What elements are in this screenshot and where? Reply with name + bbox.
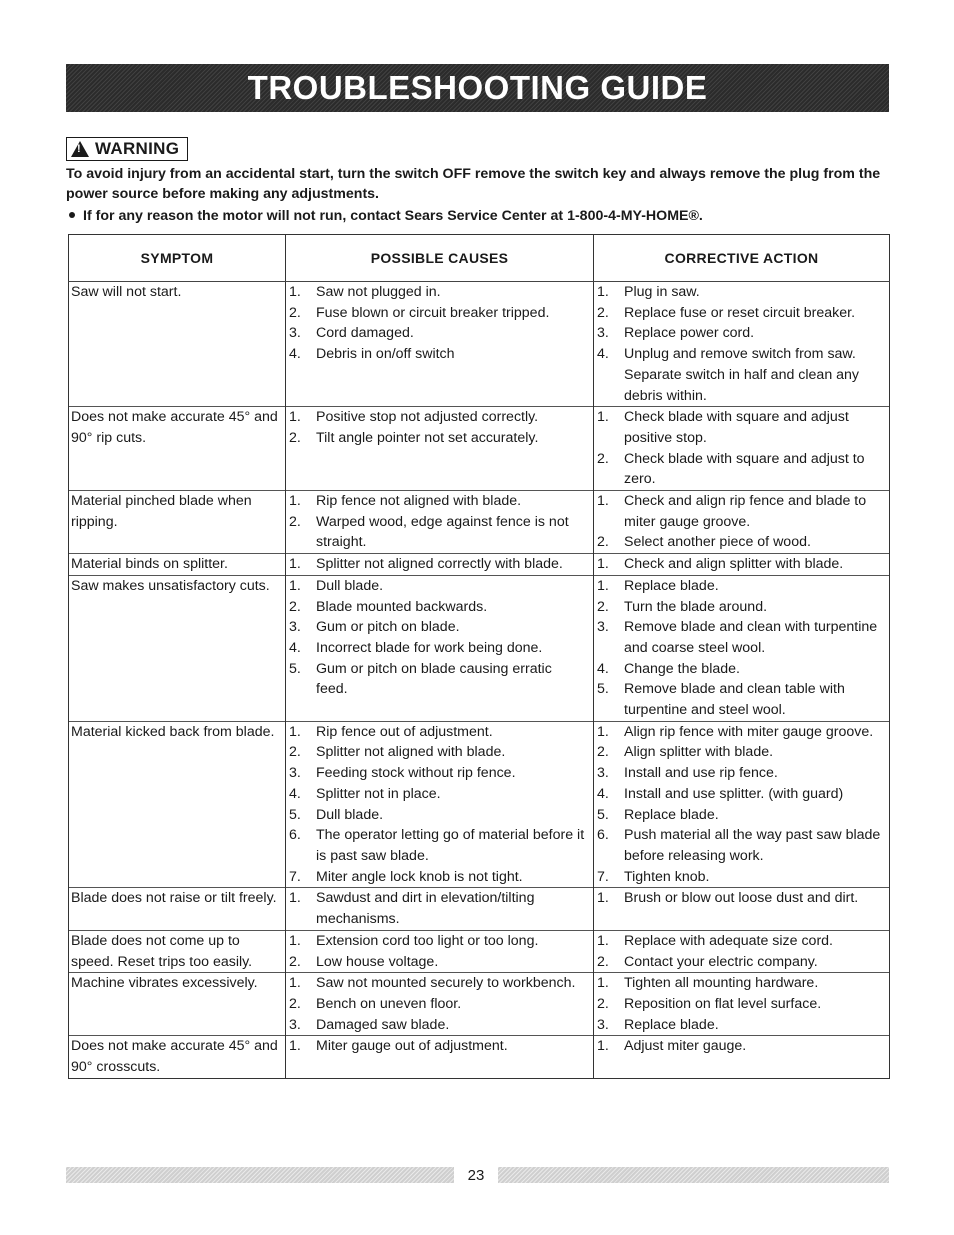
symptom-cell: Material binds on splitter. bbox=[69, 554, 286, 576]
actions-cell bbox=[594, 554, 890, 576]
action-number: 2. bbox=[597, 953, 609, 970]
action-item bbox=[596, 867, 887, 888]
cause-number: 1. bbox=[289, 493, 301, 510]
cause-number: 1. bbox=[289, 1038, 301, 1055]
symptom-cell: Saw will not start. bbox=[69, 282, 286, 407]
cause-item bbox=[288, 576, 591, 597]
action-text: Change the blade. bbox=[624, 660, 740, 677]
symptom-cell: Saw makes unsatisfactory cuts. bbox=[69, 575, 286, 721]
cause-text: Cord damaged. bbox=[316, 325, 414, 342]
action-item bbox=[596, 449, 887, 490]
action-item bbox=[596, 931, 887, 952]
cause-item bbox=[288, 994, 591, 1015]
action-text: Plug in saw. bbox=[624, 284, 700, 300]
cause-item bbox=[288, 888, 591, 929]
cause-number: 1. bbox=[289, 975, 301, 992]
cause-item bbox=[288, 867, 591, 888]
symptom-cell: Material pinched blade when ripping. bbox=[69, 491, 286, 554]
cause-list bbox=[288, 554, 591, 575]
action-list bbox=[596, 491, 887, 553]
cause-text: Bench on uneven floor. bbox=[316, 995, 462, 1012]
action-number: 1. bbox=[597, 932, 609, 949]
action-item bbox=[596, 532, 887, 553]
action-text: Replace with adequate size cord. bbox=[624, 932, 833, 949]
actions-cell bbox=[594, 973, 890, 1036]
cause-number: 4. bbox=[289, 346, 301, 363]
action-item bbox=[596, 407, 887, 448]
cause-item bbox=[288, 512, 591, 553]
cause-number: 2. bbox=[289, 744, 301, 761]
cause-number: 1. bbox=[289, 932, 301, 949]
cause-list bbox=[288, 722, 591, 888]
cause-item bbox=[288, 491, 591, 512]
cause-list bbox=[288, 931, 591, 972]
action-number: 1. bbox=[597, 890, 609, 907]
warning-triangle-icon bbox=[71, 141, 89, 157]
action-text: Check blade with square and adjust to zero. bbox=[624, 450, 865, 488]
causes-cell bbox=[286, 973, 594, 1036]
action-text: Unplug and remove switch from saw. Separate switch in half and clean any debris within. bbox=[624, 346, 860, 404]
cause-item bbox=[288, 617, 591, 638]
action-number: 4. bbox=[597, 660, 609, 677]
cause-text: Dull blade. bbox=[316, 577, 384, 594]
footer-bar-right bbox=[498, 1167, 889, 1183]
cause-number: 5. bbox=[289, 806, 301, 823]
action-text: Check and align rip fence and blade to miter gauge groove. bbox=[624, 493, 867, 530]
action-text: Push material all the way past saw blade before releasing work. bbox=[624, 827, 881, 864]
cause-item bbox=[288, 282, 591, 303]
action-text: Check blade with square and adjust positive stop. bbox=[624, 409, 849, 446]
action-text: Brush or blow out loose dust and dirt. bbox=[624, 890, 859, 907]
action-list bbox=[596, 282, 887, 406]
action-item bbox=[596, 1015, 887, 1036]
action-number: 3. bbox=[597, 1016, 609, 1033]
action-item bbox=[596, 888, 887, 909]
cause-text: Fuse blown or circuit breaker tripped. bbox=[316, 304, 550, 321]
cause-text: Saw not plugged in. bbox=[316, 284, 441, 300]
cause-text: The operator letting go of material before it is past saw blade. bbox=[316, 827, 585, 864]
cause-number: 1. bbox=[289, 284, 301, 300]
cause-item bbox=[288, 722, 591, 743]
action-item bbox=[596, 742, 887, 763]
action-number: 2. bbox=[597, 534, 609, 551]
action-item bbox=[596, 825, 887, 866]
actions-cell bbox=[594, 407, 890, 491]
action-list bbox=[596, 554, 887, 575]
action-item bbox=[596, 554, 887, 575]
action-item bbox=[596, 659, 887, 680]
cause-text: Tilt angle pointer not set accurately. bbox=[316, 429, 539, 446]
action-item bbox=[596, 303, 887, 324]
cause-text: Rip fence out of adjustment. bbox=[316, 723, 493, 740]
action-number: 2. bbox=[597, 450, 609, 467]
symptom-cell: Blade does not come up to speed. Reset trips too easily. bbox=[69, 930, 286, 972]
action-item bbox=[596, 763, 887, 784]
cause-number: 7. bbox=[289, 868, 301, 885]
action-text: Replace power cord. bbox=[624, 325, 755, 342]
cause-text: Splitter not aligned correctly with blade. bbox=[316, 556, 563, 573]
cause-number: 3. bbox=[289, 325, 301, 342]
action-number: 5. bbox=[597, 681, 609, 698]
cause-list bbox=[288, 491, 591, 553]
actions-cell bbox=[594, 888, 890, 930]
cause-number: 2. bbox=[289, 429, 301, 446]
cause-item bbox=[288, 763, 591, 784]
table-row bbox=[69, 888, 890, 930]
action-item bbox=[596, 617, 887, 658]
cause-list bbox=[288, 888, 591, 929]
cause-number: 6. bbox=[289, 827, 301, 844]
cause-text: Sawdust and dirt in elevation/tilting mechanisms. bbox=[316, 890, 535, 928]
causes-cell bbox=[286, 721, 594, 888]
table-row bbox=[69, 721, 890, 888]
service-notice bbox=[66, 206, 886, 226]
cause-item bbox=[288, 303, 591, 324]
service-notice-text: If for any reason the motor will not run, contact Sears Service Center at 1-800-4-MY-HOME®. bbox=[83, 208, 703, 224]
action-text: Align rip fence with miter gauge groove. bbox=[624, 723, 874, 740]
table-row bbox=[69, 407, 890, 491]
cause-number: 1. bbox=[289, 556, 301, 573]
cause-number: 2. bbox=[289, 995, 301, 1012]
troubleshooting-table bbox=[68, 234, 890, 1079]
symptom-cell: Blade does not raise or tilt freely. bbox=[69, 888, 286, 930]
action-number: 7. bbox=[597, 868, 609, 885]
action-item bbox=[596, 597, 887, 618]
action-text: Tighten knob. bbox=[624, 868, 710, 885]
cause-text: Incorrect blade for work being done. bbox=[316, 639, 543, 656]
cause-number: 2. bbox=[289, 598, 301, 615]
table-body bbox=[69, 282, 890, 1079]
action-number: 4. bbox=[597, 346, 609, 363]
warning-label: WARNING bbox=[95, 139, 180, 158]
symptom-cell: Does not make accurate 45° and 90° crosscuts. bbox=[69, 1036, 286, 1078]
action-item bbox=[596, 344, 887, 406]
action-text: Replace blade. bbox=[624, 806, 719, 823]
action-text: Turn the blade around. bbox=[624, 598, 768, 615]
action-number: 6. bbox=[597, 827, 609, 844]
cause-text: Blade mounted backwards. bbox=[316, 598, 488, 615]
action-list bbox=[596, 407, 887, 490]
table-row bbox=[69, 930, 890, 972]
cause-text: Warped wood, edge against fence is not straight. bbox=[316, 513, 569, 551]
symptom-cell: Does not make accurate 45° and 90° rip cuts. bbox=[69, 407, 286, 491]
cause-item bbox=[288, 1015, 591, 1036]
actions-cell bbox=[594, 575, 890, 721]
action-item bbox=[596, 722, 887, 743]
action-number: 5. bbox=[597, 806, 609, 823]
action-number: 2. bbox=[597, 995, 609, 1012]
table-row bbox=[69, 554, 890, 576]
cause-item bbox=[288, 931, 591, 952]
action-list bbox=[596, 722, 887, 888]
cause-text: Positive stop not adjusted correctly. bbox=[316, 409, 539, 426]
cause-number: 2. bbox=[289, 304, 301, 321]
cause-number: 5. bbox=[289, 660, 301, 677]
cause-number: 3. bbox=[289, 1016, 301, 1033]
action-number: 1. bbox=[597, 409, 609, 426]
warning-text: To avoid injury from an accidental start, turn the switch OFF remove the switch key and always remove the plug from the power source before making any adjustments. bbox=[66, 166, 881, 202]
cause-number: 3. bbox=[289, 619, 301, 636]
header-corrective-action: CORRECTIVE ACTION bbox=[594, 235, 890, 282]
action-text: Replace blade. bbox=[624, 1016, 719, 1033]
action-number: 4. bbox=[597, 785, 609, 802]
action-text: Check and align splitter with blade. bbox=[624, 556, 844, 573]
cause-text: Extension cord too light or too long. bbox=[316, 932, 539, 949]
action-text: Replace blade. bbox=[624, 577, 719, 594]
cause-text: Saw not mounted securely to workbench. bbox=[316, 975, 576, 992]
action-item bbox=[596, 1036, 887, 1057]
action-text: Tighten all mounting hardware. bbox=[624, 975, 819, 992]
action-number: 1. bbox=[597, 1038, 609, 1055]
action-number: 3. bbox=[597, 325, 609, 342]
table-header-row bbox=[69, 235, 890, 282]
action-text: Remove blade and clean with turpentine and coarse steel wool. bbox=[624, 619, 878, 656]
action-text: Reposition on flat level surface. bbox=[624, 995, 822, 1012]
action-item bbox=[596, 784, 887, 805]
cause-text: Rip fence not aligned with blade. bbox=[316, 493, 522, 510]
bullet-icon bbox=[69, 212, 75, 218]
table-row bbox=[69, 282, 890, 407]
cause-item bbox=[288, 973, 591, 994]
causes-cell bbox=[286, 282, 594, 407]
cause-item bbox=[288, 659, 591, 700]
action-item bbox=[596, 973, 887, 994]
cause-list bbox=[288, 407, 591, 448]
cause-text: Debris in on/off switch bbox=[316, 346, 455, 363]
action-number: 1. bbox=[597, 284, 609, 300]
cause-text: Gum or pitch on blade. bbox=[316, 619, 460, 636]
action-item bbox=[596, 952, 887, 973]
action-text: Install and use rip fence. bbox=[624, 765, 778, 782]
action-list bbox=[596, 576, 887, 721]
actions-cell bbox=[594, 491, 890, 554]
causes-cell bbox=[286, 930, 594, 972]
action-item bbox=[596, 679, 887, 720]
action-text: Install and use splitter. (with guard) bbox=[624, 785, 844, 802]
action-number: 1. bbox=[597, 723, 609, 740]
action-item bbox=[596, 994, 887, 1015]
cause-text: Splitter not in place. bbox=[316, 785, 441, 802]
cause-text: Miter angle lock knob is not tight. bbox=[316, 868, 523, 885]
actions-cell bbox=[594, 930, 890, 972]
warning-label-box bbox=[66, 137, 188, 161]
causes-cell bbox=[286, 554, 594, 576]
cause-item bbox=[288, 805, 591, 826]
header-symptom: SYMPTOM bbox=[69, 235, 286, 282]
cause-list bbox=[288, 282, 591, 365]
action-number: 2. bbox=[597, 744, 609, 761]
cause-text: Damaged saw blade. bbox=[316, 1016, 450, 1033]
table-row bbox=[69, 1036, 890, 1078]
cause-item bbox=[288, 344, 591, 365]
cause-item bbox=[288, 825, 591, 866]
cause-item bbox=[288, 597, 591, 618]
action-list bbox=[596, 1036, 887, 1057]
symptom-cell: Machine vibrates excessively. bbox=[69, 973, 286, 1036]
causes-cell bbox=[286, 407, 594, 491]
action-list bbox=[596, 888, 887, 909]
action-number: 1. bbox=[597, 975, 609, 992]
cause-item bbox=[288, 952, 591, 973]
action-number: 1. bbox=[597, 556, 609, 573]
page-title: TROUBLESHOOTING GUIDE bbox=[247, 69, 708, 106]
cause-item bbox=[288, 638, 591, 659]
cause-item bbox=[288, 784, 591, 805]
table-row bbox=[69, 491, 890, 554]
causes-cell bbox=[286, 1036, 594, 1078]
cause-text: Dull blade. bbox=[316, 806, 384, 823]
cause-number: 1. bbox=[289, 409, 301, 426]
causes-cell bbox=[286, 491, 594, 554]
actions-cell bbox=[594, 721, 890, 888]
cause-text: Gum or pitch on blade causing erratic feed. bbox=[316, 660, 552, 698]
table-row bbox=[69, 973, 890, 1036]
cause-item bbox=[288, 1036, 591, 1057]
cause-number: 4. bbox=[289, 785, 301, 802]
cause-number: 2. bbox=[289, 953, 301, 970]
cause-item bbox=[288, 554, 591, 575]
cause-number: 4. bbox=[289, 639, 301, 656]
action-text: Remove blade and clean table with turpentine and steel wool. bbox=[624, 681, 845, 719]
cause-item bbox=[288, 407, 591, 428]
cause-item bbox=[288, 428, 591, 449]
footer-bar-left bbox=[66, 1167, 454, 1183]
action-number: 1. bbox=[597, 493, 609, 510]
action-list bbox=[596, 931, 887, 972]
cause-text: Splitter not aligned with blade. bbox=[316, 744, 506, 761]
action-list bbox=[596, 973, 887, 1035]
cause-text: Feeding stock without rip fence. bbox=[316, 765, 516, 782]
header-possible-causes: POSSIBLE CAUSES bbox=[286, 235, 594, 282]
action-text: Select another piece of wood. bbox=[624, 534, 811, 551]
action-item bbox=[596, 282, 887, 303]
action-item bbox=[596, 805, 887, 826]
action-number: 1. bbox=[597, 577, 609, 594]
symptom-cell: Material kicked back from blade. bbox=[69, 721, 286, 888]
action-item bbox=[596, 323, 887, 344]
actions-cell bbox=[594, 1036, 890, 1078]
action-item bbox=[596, 576, 887, 597]
cause-list bbox=[288, 1036, 591, 1057]
action-text: Align splitter with blade. bbox=[624, 744, 774, 761]
table-row bbox=[69, 575, 890, 721]
cause-number: 1. bbox=[289, 723, 301, 740]
action-number: 3. bbox=[597, 619, 609, 636]
page-number: 23 bbox=[467, 1167, 485, 1184]
action-text: Replace fuse or reset circuit breaker. bbox=[624, 304, 856, 321]
action-number: 2. bbox=[597, 304, 609, 321]
cause-text: Low house voltage. bbox=[316, 953, 439, 970]
title-banner bbox=[66, 64, 889, 112]
action-number: 3. bbox=[597, 765, 609, 782]
cause-text: Miter gauge out of adjustment. bbox=[316, 1038, 508, 1055]
cause-number: 3. bbox=[289, 765, 301, 782]
actions-cell bbox=[594, 282, 890, 407]
action-text: Contact your electric company. bbox=[624, 953, 818, 970]
causes-cell bbox=[286, 888, 594, 930]
cause-item bbox=[288, 323, 591, 344]
cause-list bbox=[288, 973, 591, 1035]
cause-list bbox=[288, 576, 591, 700]
causes-cell bbox=[286, 575, 594, 721]
cause-number: 1. bbox=[289, 577, 301, 594]
action-number: 2. bbox=[597, 598, 609, 615]
cause-number: 1. bbox=[289, 890, 301, 907]
action-text: Adjust miter gauge. bbox=[624, 1038, 747, 1055]
action-item bbox=[596, 491, 887, 532]
cause-item bbox=[288, 742, 591, 763]
cause-number: 2. bbox=[289, 513, 301, 530]
